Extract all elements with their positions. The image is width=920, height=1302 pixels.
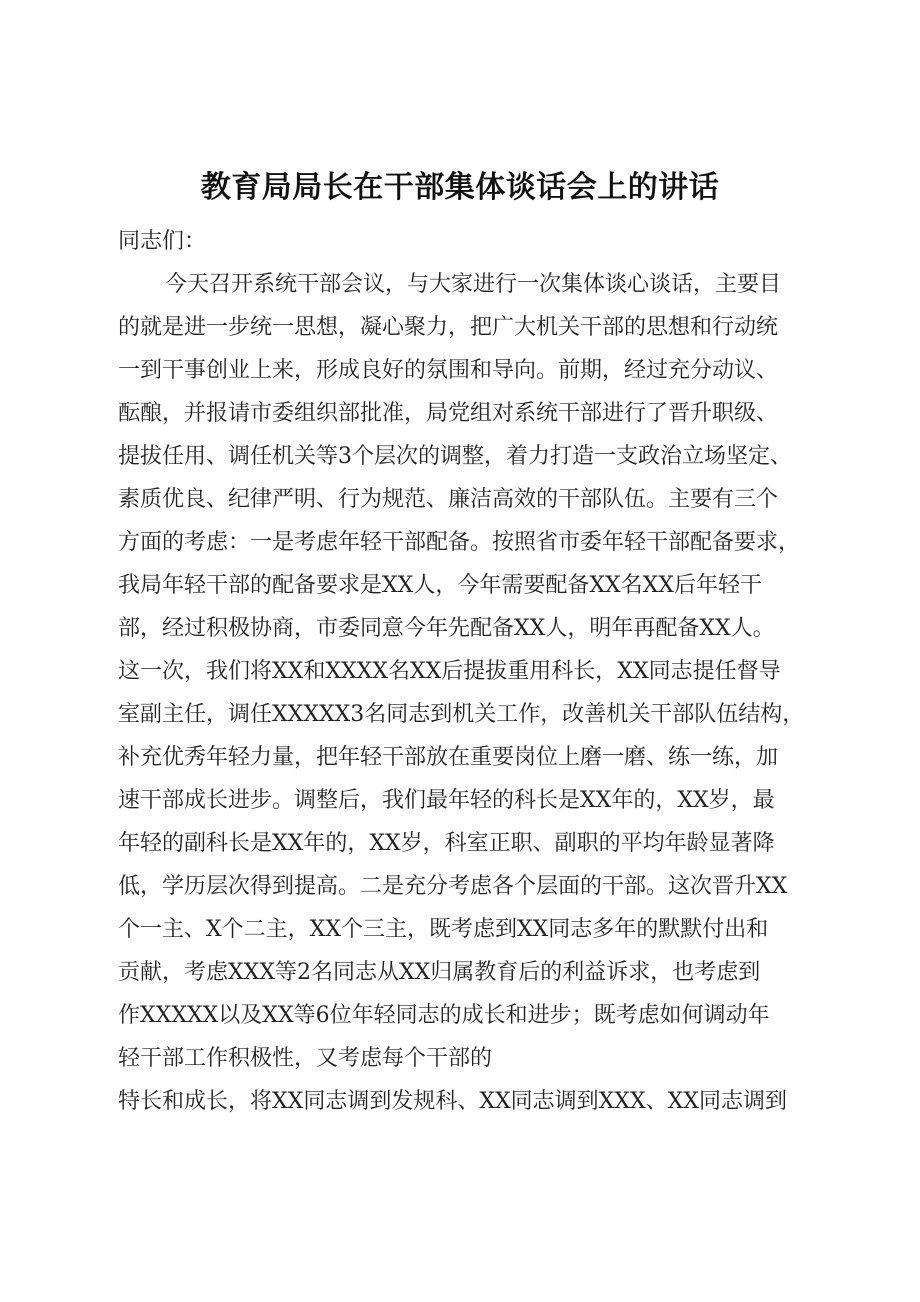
- body-line: 素质优良、纪律严明、行为规范、廉洁高效的干部队伍。主要有三个: [118, 487, 779, 512]
- body-line: 方面的考虑：一是考虑年轻干部配备。按照省市委年轻干部配备要求，: [118, 530, 801, 555]
- body-line: 补充优秀年轻力量，把年轻干部放在重要岗位上磨一磨、练一练，加: [118, 745, 779, 770]
- body-line: 特长和成长，将XX同志调到发规科、XX同志调到XXX、XX同志调到: [118, 1089, 787, 1114]
- body-line: 轻干部工作积极性，又考虑每个干部的: [118, 1046, 493, 1071]
- body-line: 部，经过积极协商，市委同意今年先配备XX人，明年再配备XX人。: [118, 616, 775, 641]
- document-title: 教育局局长在干部集体谈话会上的讲话: [200, 170, 720, 205]
- body-line: 个一主、X个二主，XX个三主，既考虑到XX同志多年的默默付出和: [118, 917, 769, 942]
- body-line: 室副主任，调任XXXXX3名同志到机关工作，改善机关干部队伍结构，: [118, 702, 805, 727]
- body-line: 速干部成长进步。调整后，我们最年轻的科长是XX年的，XX岁，最: [118, 788, 775, 813]
- body-line: 这一次，我们将XX和XXXX名XX后提拔重用科长，XX同志提任督导: [118, 659, 781, 684]
- body-line: 今天召开系统干部会议，与大家进行一次集体谈心谈话，主要目: [165, 272, 782, 297]
- body-line: 酝酿，并报请市委组织部批准，局党组对系统干部进行了晋升职级、: [118, 401, 779, 426]
- salutation: 同志们：: [118, 229, 207, 254]
- body-line: 低，学历层次得到提高。二是充分考虑各个层面的干部。这次晋升XX: [118, 874, 788, 899]
- body-line: 贡献，考虑XXX等2名同志从XX归属教育后的利益诉求，也考虑到: [118, 960, 761, 985]
- body-line: 的就是进一步统一思想，凝心聚力，把广大机关干部的思想和行动统: [118, 315, 779, 340]
- body-line: 年轻的副科长是XX年的，XX岁，科室正职、副职的平均年龄显著降: [118, 831, 775, 856]
- body-line: 提拔任用、调任机关等3个层次的调整，着力打造一支政治立场坚定、: [118, 444, 792, 469]
- body-line: 作XXXXX以及XX等6位年轻同志的成长和进步；既考虑如何调动年: [118, 1003, 770, 1028]
- body-line: 我局年轻干部的配备要求是XX人，今年需要配备XX名XX后年轻干: [118, 573, 762, 598]
- body-line: 一到干事创业上来，形成良好的氛围和导向。前期，经过充分动议、: [118, 358, 779, 383]
